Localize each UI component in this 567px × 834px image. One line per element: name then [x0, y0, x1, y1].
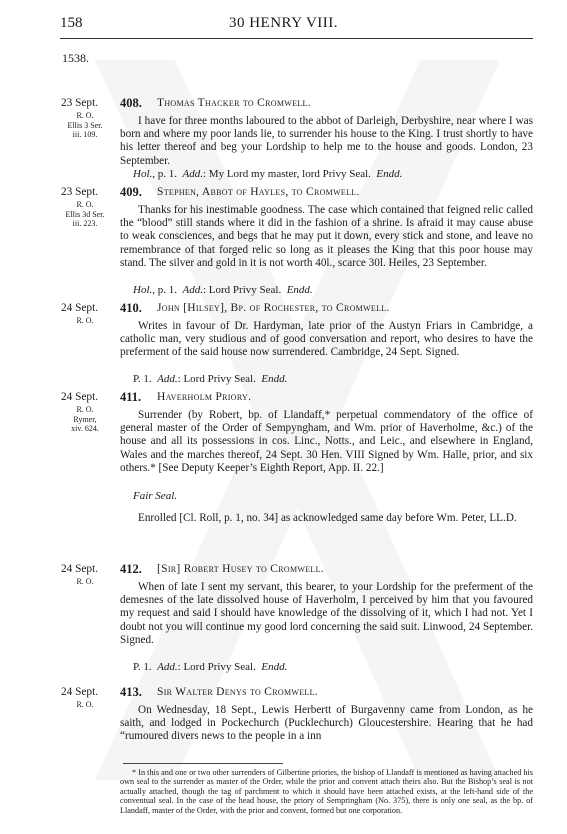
entry-date: 23 Sept.: [61, 186, 99, 198]
entry-body: Surrender (by Robert, bp. of Llandaff,* perpetual commendatory of the office of general master of the Order of Sempyngham, and Wm. prior of Haverholme, &c.) of the house and all its possessions in cos. Linc., Notts., and Leic., and elsewhere in England, Wales and the marches thereof, 24 Sept. 30 Hen. VIII Signed by Wm. Halle, prior, and six others.* [See Deputy Keeper’s Eighth Report, App. II. 22.]: [120, 409, 533, 474]
entry-note: Fair Seal.: [133, 490, 177, 502]
entry-title: [Sir] Robert Husey to Cromwell.: [157, 563, 324, 575]
year-heading: 1538.: [62, 51, 89, 65]
footnote-rule: [123, 763, 283, 764]
entry-note: P. 1. Add.: Lord Privy Seal. Endd.: [133, 373, 288, 385]
entry-body: I have for three months laboured to the abbot of Darleigh, Derbyshire, near where I was born and where my poor lands lie, to surrender his house to the King. I trust shortly to have his letter thereof and beg your Lordship to help me to the house and goods. London, 23 September.: [120, 115, 533, 167]
page-number: 158: [60, 15, 83, 31]
entry-source: R. O.: [76, 700, 94, 709]
footnote: * In this and one or two other surrenders of Gilbertine priories, the bishop of Llandaff is mentioned as having attached his own seal to the surrender as master of the Order, while the prior and convent attach theirs also. But the Bishop’s seal is not actually attached, though the tag of parchment to which it should have been attached exists, at the left-hand side of the conventual seal. In the case of the head house, the priory of Sempringham (No. 375), there is only one seal, as the bp. of Llandaff, master of the Order, with the prior and convent, formed but one corporation.: [120, 768, 533, 815]
entry-note: Hol., p. 1. Add.: My Lord my master, lord Privy Seal. Endd.: [133, 168, 403, 180]
entry-source: R. O. Ellis 3 Ser. iii. 109.: [67, 111, 103, 139]
entry-date: 24 Sept.: [61, 302, 99, 314]
entry-note: Hol., p. 1. Add.: Lord Privy Seal. Endd.: [133, 284, 313, 296]
entry-source: R. O. Rymer, xiv. 624.: [71, 405, 99, 433]
entry-body: Thanks for his inestimable goodness. The case which contained that feigned relic called the “blood” still stands where it did in the fashion of a shrine. Is afraid it may cause abuse to weak consciences, and begs that he may put it down, every stick and stone, and leave no remembrance of that forged relic so long as it pleases the King that this poor house may stand. The silver and gold in it is not worth 40l., scarce 30l. Heiles, 23 September.: [120, 204, 533, 269]
entry-title: John [Hilsey], Bp. of Rochester, to Cromwell.: [157, 302, 390, 314]
entry-body: Writes in favour of Dr. Hardyman, late prior of the Austyn Friars in Cambridge, a catholic man, very studious and of good conversation and report, who desires to have the preferment of the said house now surrendered. Cambridge, 24 Sept. Signed.: [120, 320, 533, 359]
header-rule: [60, 38, 533, 39]
entry-source: R. O.: [76, 316, 94, 325]
entry-title: Haverholm Priory.: [157, 391, 252, 403]
entry-enrolment: Enrolled [Cl. Roll, p. 1, no. 34] as acknowledged same day before Wm. Peter, LL.D.: [138, 512, 517, 524]
entry-number: 411.: [120, 390, 142, 404]
entry-date: 23 Sept.: [61, 97, 99, 109]
entry-source: R. O. Ellis 3d Ser. iii. 223.: [65, 200, 105, 228]
entry-title: Thomas Thacker to Cromwell.: [157, 97, 311, 109]
entry-note: P. 1. Add.: Lord Privy Seal. Endd.: [133, 661, 288, 673]
entry-title: Stephen, Abbot of Hayles, to Cromwell.: [157, 186, 360, 198]
entry-number: 412.: [120, 562, 142, 576]
entry-date: 24 Sept.: [61, 563, 99, 575]
entry-number: 410.: [120, 301, 142, 315]
entry-body: On Wednesday, 18 Sept., Lewis Herbertt of Burgavenny came from London, as he saith, and lodged in Pockechurch (Pucklechurch) Gloucestershire. Hearing that he had “rumoured divers news to the people in a inn: [120, 704, 533, 743]
entry-source: R. O.: [76, 577, 94, 586]
entry-date: 24 Sept.: [61, 391, 99, 403]
entry-date: 24 Sept.: [61, 686, 99, 698]
running-header: 30 HENRY VIII.: [228, 15, 339, 31]
entry-title: Sir Walter Denys to Cromwell.: [157, 686, 318, 698]
entry-number: 413.: [120, 685, 142, 699]
entry-number: 409.: [120, 185, 142, 199]
entry-body: When of late I sent my servant, this bearer, to your Lordship for the preferment of the demesnes of the late dissolved house of Haverholm, I perceived by him that you favoured my request and said I should have knowledge of the dissolving of it, which I had not. Yet I doubt not you will continue my good lord concerning the said suit. Linwood, 24 September. Signed.: [120, 581, 533, 646]
entry-number: 408.: [120, 96, 142, 110]
